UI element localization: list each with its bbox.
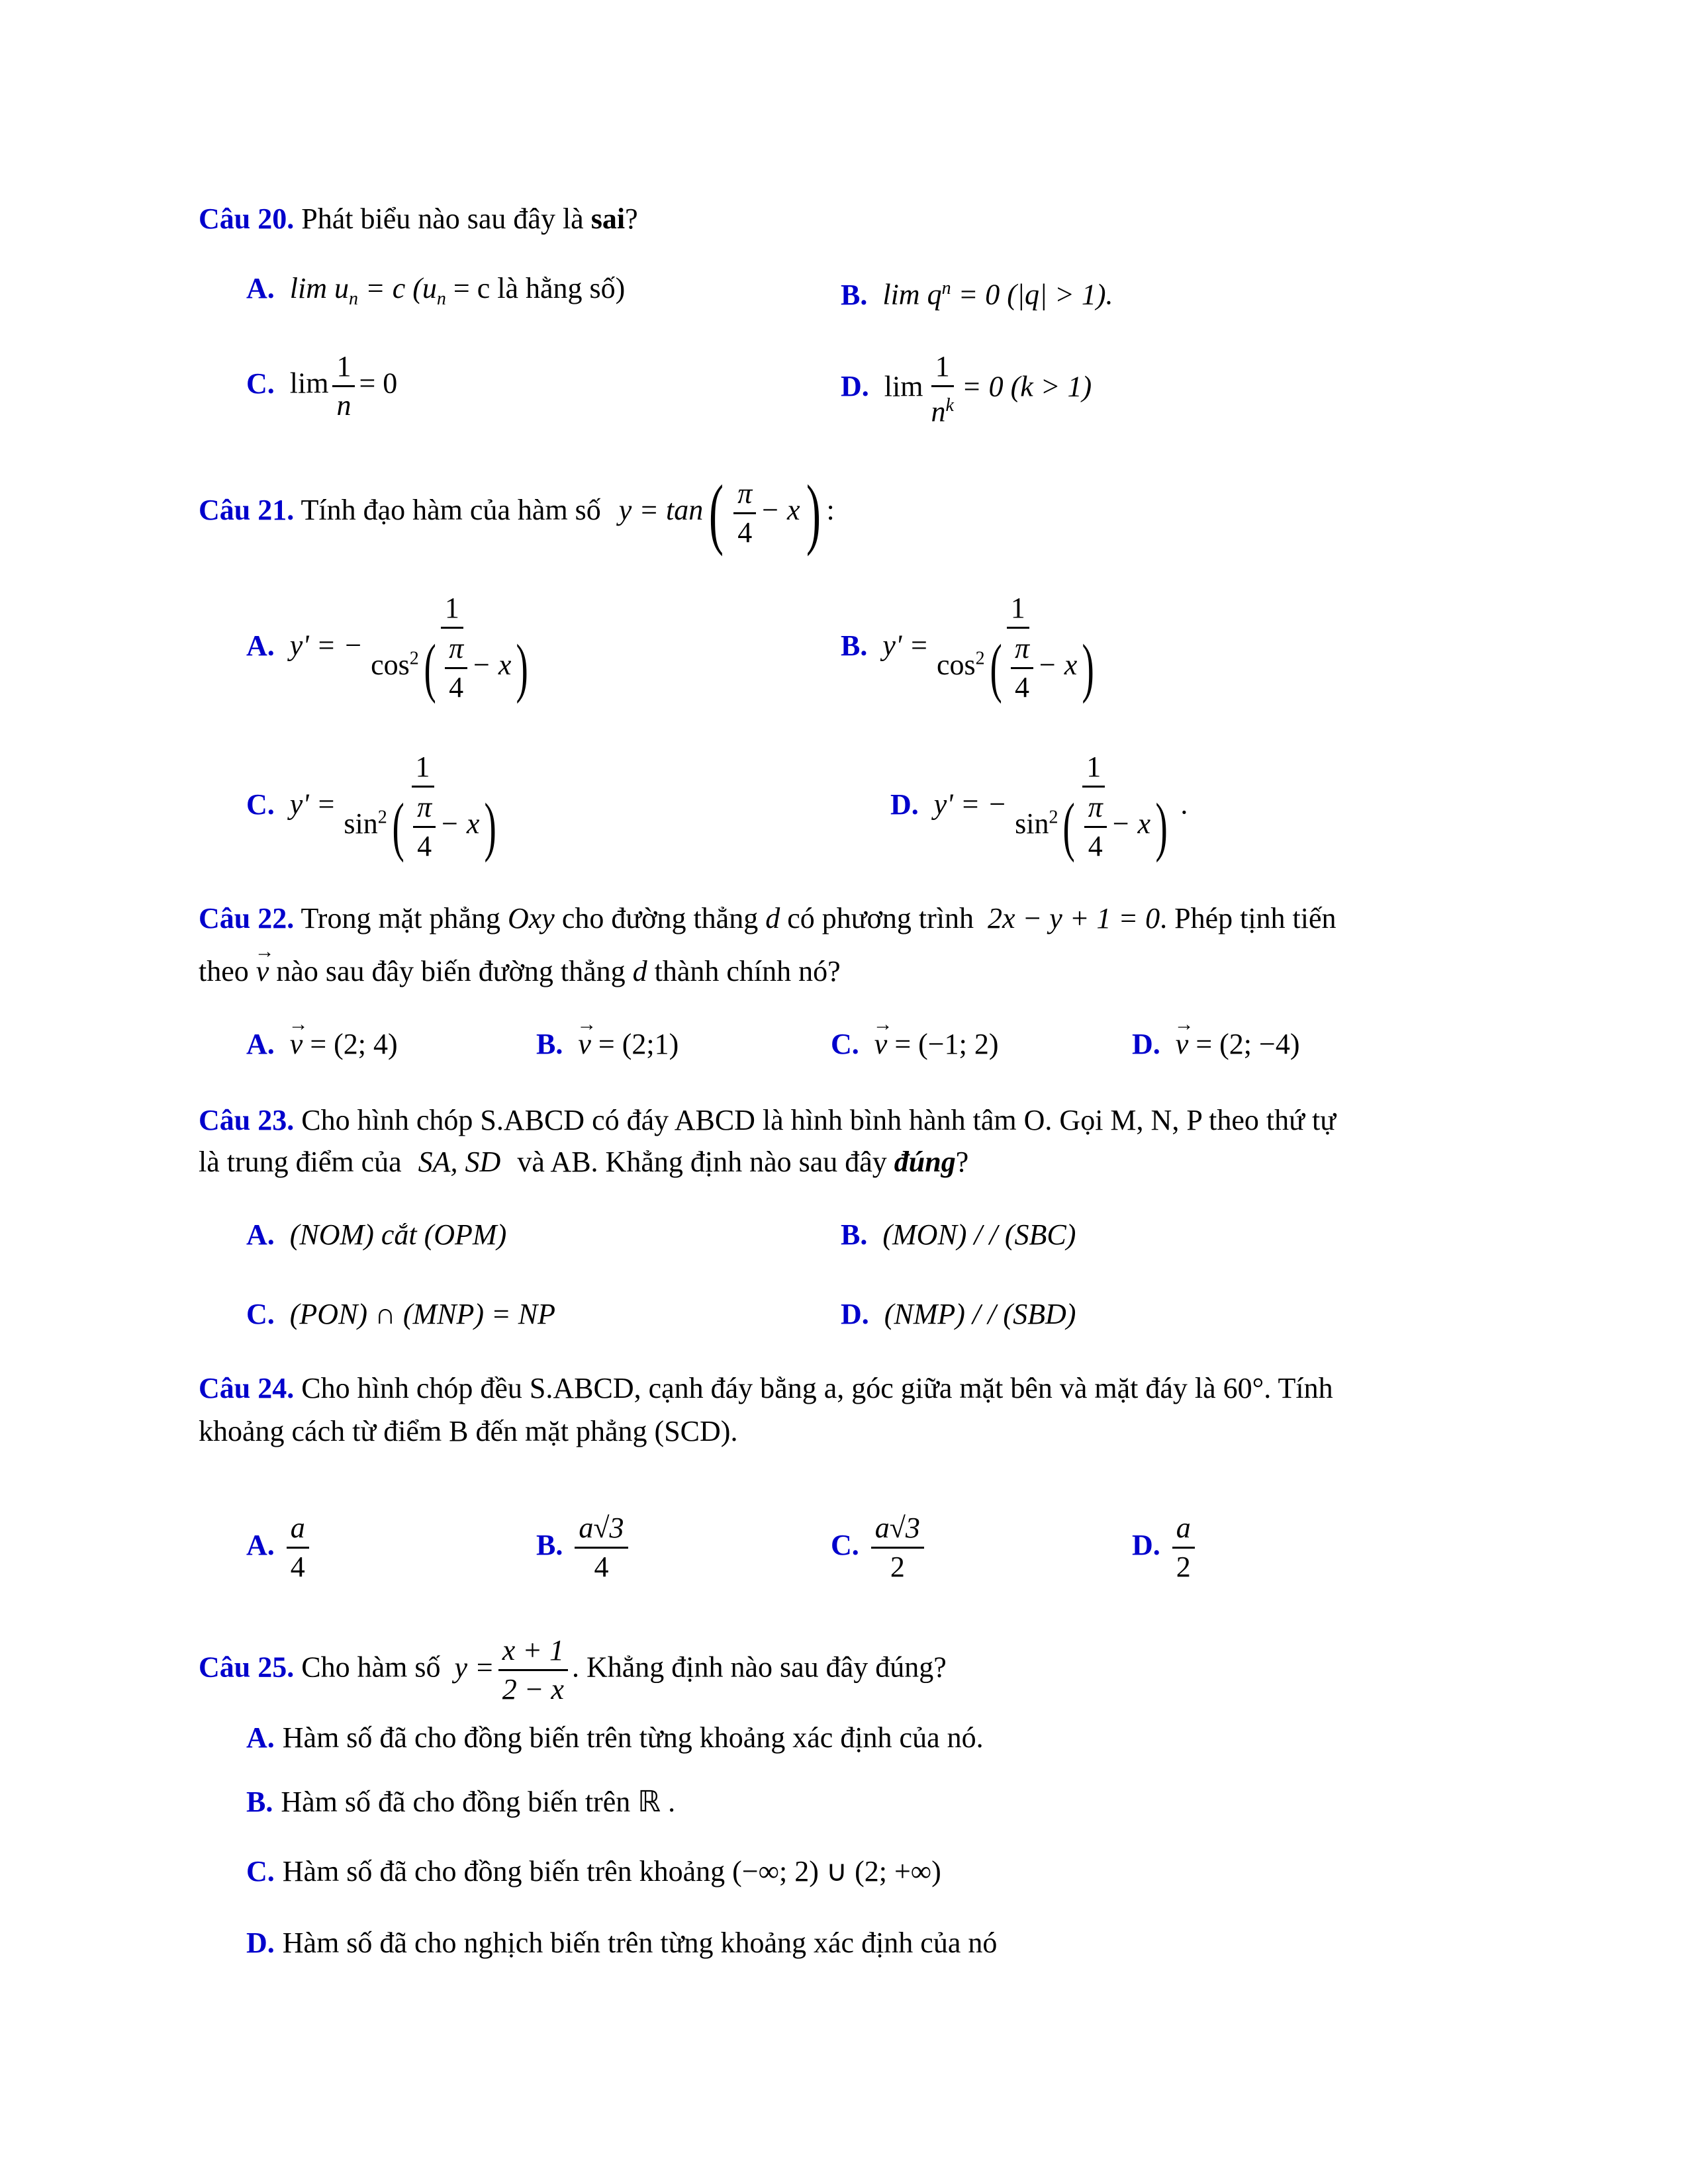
question-emphasis: sai bbox=[590, 203, 626, 235]
fraction bbox=[933, 592, 1103, 704]
vector-v: → v bbox=[578, 1026, 591, 1063]
trig-power: 2 bbox=[409, 648, 419, 669]
question-label: Câu 23. bbox=[199, 1104, 295, 1136]
trig-power: 2 bbox=[975, 648, 985, 669]
question-text: Phát biểu nào sau đây là bbox=[301, 203, 584, 235]
question-label: Câu 21. bbox=[199, 494, 295, 527]
option-22b bbox=[536, 1026, 679, 1063]
option-value: = (2;1) bbox=[598, 1028, 679, 1060]
left-paren: ( bbox=[990, 631, 1002, 704]
fraction bbox=[927, 351, 957, 428]
option-label: D. bbox=[890, 788, 919, 821]
right-paren: ) bbox=[516, 631, 529, 704]
option-21a bbox=[246, 592, 541, 704]
question-lhs: y = bbox=[454, 1651, 494, 1684]
fraction-denominator: 2 bbox=[1176, 1551, 1191, 1583]
option-22d bbox=[1132, 1026, 1299, 1063]
option-25c bbox=[246, 1853, 941, 1890]
option-25d bbox=[246, 1925, 997, 1962]
option-21c bbox=[246, 751, 510, 863]
right-paren: ) bbox=[806, 469, 821, 557]
inner-numerator: π bbox=[413, 792, 436, 828]
fraction-denominator bbox=[367, 629, 538, 704]
option-label: C. bbox=[246, 1855, 275, 1888]
option-20d bbox=[841, 351, 1092, 428]
trig-power: 2 bbox=[1049, 807, 1058, 828]
right-paren: ) bbox=[484, 790, 497, 863]
inner-numerator: π bbox=[1084, 792, 1107, 828]
option-label: A. bbox=[246, 1721, 275, 1754]
option-23c bbox=[246, 1296, 555, 1333]
question-text: là trung điểm của bbox=[199, 1146, 402, 1178]
fraction bbox=[1172, 1512, 1195, 1583]
option-label: A. bbox=[246, 1528, 275, 1561]
fraction-denominator bbox=[1011, 788, 1176, 863]
question-text: . Khẳng định nào sau đây đúng? bbox=[571, 1651, 947, 1684]
option-label: B. bbox=[246, 1786, 273, 1818]
question-line-d: d bbox=[632, 955, 647, 987]
fraction-denominator: 4 bbox=[737, 516, 753, 549]
option-expr-rest: = c (u bbox=[358, 272, 437, 304]
trig-fn: cos bbox=[371, 649, 410, 682]
question-22-line2 bbox=[199, 953, 841, 990]
fraction-numerator: 1 bbox=[1007, 592, 1029, 629]
right-paren: ) bbox=[1155, 790, 1168, 863]
option-label: C. bbox=[246, 1298, 275, 1330]
option-25b bbox=[246, 1784, 675, 1821]
right-paren: ) bbox=[1082, 631, 1095, 704]
option-label: B. bbox=[841, 629, 868, 662]
option-sup: n bbox=[941, 278, 951, 298]
option-value: (NOM) cắt (OPM) bbox=[289, 1218, 507, 1251]
left-paren: ( bbox=[1062, 790, 1076, 863]
option-expr-rest2: = c là hằng số) bbox=[445, 272, 626, 304]
option-label: D. bbox=[246, 1927, 275, 1959]
option-label: C. bbox=[831, 1528, 859, 1561]
option-label: A. bbox=[246, 629, 275, 662]
inner-fraction bbox=[413, 792, 436, 862]
trig-fn: sin bbox=[344, 807, 378, 841]
question-22 bbox=[199, 900, 1336, 937]
option-25a bbox=[246, 1719, 984, 1756]
option-20b bbox=[841, 270, 1113, 314]
option-24b bbox=[536, 1512, 632, 1583]
inner-fraction bbox=[1011, 633, 1033, 704]
question-label: Câu 24. bbox=[199, 1372, 295, 1404]
question-25 bbox=[199, 1635, 947, 1706]
fraction bbox=[733, 478, 756, 549]
question-equation: 2x − y + 1 = 0 bbox=[987, 902, 1160, 934]
question-text: khoảng cách từ điểm B đến mặt phẳng (SCD). bbox=[199, 1415, 738, 1447]
question-oxy: Oxy bbox=[507, 902, 555, 934]
option-value: (MON) / / (SBC) bbox=[882, 1218, 1076, 1251]
option-24d bbox=[1132, 1512, 1199, 1583]
option-label: C. bbox=[246, 788, 275, 821]
option-lhs: y' = − bbox=[933, 788, 1008, 821]
inner-rest: − x bbox=[471, 649, 512, 682]
fraction-numerator: 1 bbox=[1082, 751, 1105, 788]
question-expr: SA, SD bbox=[418, 1146, 501, 1178]
fraction-denominator: 2 bbox=[890, 1551, 905, 1583]
fraction-numerator: 1 bbox=[931, 351, 954, 387]
option-20a bbox=[246, 270, 625, 318]
fraction-den-base: n bbox=[931, 395, 946, 428]
option-23a bbox=[246, 1216, 506, 1253]
trig-fn: cos bbox=[937, 649, 976, 682]
question-text: và AB. Khẳng định nào sau đây bbox=[517, 1146, 887, 1178]
fraction bbox=[340, 751, 505, 863]
option-value: = (2; 4) bbox=[310, 1028, 398, 1060]
inner-denominator: 4 bbox=[449, 670, 464, 704]
fraction-den-sup: k bbox=[945, 395, 954, 416]
question-24-line2 bbox=[199, 1413, 737, 1450]
fraction-denominator bbox=[340, 788, 505, 863]
option-text: Hàm số đã cho đồng biến trên từng khoảng xác định của nó. bbox=[282, 1721, 984, 1754]
question-end: : bbox=[826, 494, 835, 527]
option-expr: lim u bbox=[289, 272, 350, 304]
option-label: D. bbox=[841, 370, 869, 403]
option-expr: lim q bbox=[882, 278, 942, 311]
question-23 bbox=[199, 1102, 1336, 1139]
option-text: Hàm số đã cho đồng biến trên khoảng (−∞; 2) ∪ (2; +∞) bbox=[282, 1855, 941, 1888]
question-text: Cho hình chóp S.ABCD có đáy ABCD là hình bình hành tâm O. Gọi M, N, P theo thứ tự bbox=[301, 1104, 1336, 1136]
inner-denominator: 4 bbox=[1014, 670, 1029, 704]
option-value: = (2; −4) bbox=[1196, 1028, 1300, 1060]
option-23b bbox=[841, 1216, 1076, 1253]
question-24 bbox=[199, 1370, 1333, 1407]
question-text: thành chính nó? bbox=[654, 955, 841, 987]
question-text: Trong mặt phẳng bbox=[301, 902, 500, 934]
option-label: D. bbox=[1132, 1028, 1160, 1060]
fraction bbox=[1011, 751, 1176, 863]
fraction bbox=[367, 592, 538, 704]
option-sub2: n bbox=[436, 288, 446, 309]
option-lhs: y' = − bbox=[289, 629, 363, 662]
question-21 bbox=[199, 469, 835, 557]
option-text: Hàm số đã cho nghịch biến trên từng khoảng xác định của nó bbox=[282, 1927, 998, 1959]
option-label: A. bbox=[246, 1028, 275, 1060]
fraction-denominator: 4 bbox=[290, 1551, 305, 1583]
option-end: . bbox=[1180, 788, 1188, 821]
left-paren: ( bbox=[424, 631, 436, 704]
fraction-denominator bbox=[933, 629, 1103, 704]
left-paren: ( bbox=[709, 469, 724, 557]
question-expr: y = tan bbox=[618, 494, 704, 527]
question-text: Tính đạo hàm của hàm số bbox=[301, 494, 601, 527]
question-23-line2 bbox=[199, 1144, 968, 1181]
fraction bbox=[871, 1512, 924, 1583]
fraction-numerator: a√3 bbox=[871, 1512, 924, 1549]
option-24a bbox=[246, 1512, 313, 1583]
option-label: C. bbox=[831, 1028, 859, 1060]
fraction bbox=[498, 1635, 568, 1706]
option-text: Hàm số đã cho đồng biến trên ℝ . bbox=[281, 1786, 676, 1818]
question-text: có phương trình bbox=[787, 902, 974, 934]
fraction-numerator: 1 bbox=[441, 592, 463, 629]
inner-numerator: π bbox=[445, 633, 467, 669]
fraction-denominator bbox=[927, 387, 957, 428]
option-21b bbox=[841, 592, 1107, 704]
question-text: nào sau đây biến đường thẳng bbox=[276, 955, 626, 987]
left-paren: ( bbox=[392, 790, 404, 863]
fraction bbox=[575, 1512, 628, 1583]
fraction-numerator: π bbox=[733, 478, 756, 514]
option-lim: lim bbox=[289, 367, 329, 400]
question-end: ? bbox=[955, 1146, 969, 1178]
question-text: Cho hàm số bbox=[301, 1651, 441, 1684]
option-label: A. bbox=[246, 1218, 275, 1251]
inner-numerator: π bbox=[1011, 633, 1033, 669]
inner-fraction bbox=[445, 633, 467, 704]
inner-rest: − x bbox=[1110, 807, 1151, 841]
option-label: C. bbox=[246, 367, 275, 400]
option-22a bbox=[246, 1026, 398, 1063]
option-20c bbox=[246, 351, 397, 422]
fraction-denominator: n bbox=[336, 389, 352, 422]
option-21d bbox=[890, 751, 1188, 863]
question-label: Câu 22. bbox=[199, 902, 295, 934]
vector-v: → v bbox=[256, 953, 269, 990]
fraction-denominator: 2 − x bbox=[502, 1673, 564, 1706]
fraction-numerator: a√3 bbox=[575, 1512, 628, 1549]
option-23d bbox=[841, 1296, 1076, 1333]
fraction bbox=[332, 351, 355, 422]
question-text: theo bbox=[199, 955, 249, 987]
question-label: Câu 20. bbox=[199, 203, 295, 235]
option-lim: lim bbox=[884, 370, 923, 403]
option-expr-rest: = 0 (k > 1) bbox=[961, 370, 1092, 403]
question-text: . Phép tịnh tiến bbox=[1160, 902, 1336, 934]
question-20 bbox=[199, 201, 638, 238]
vector-v: → v bbox=[290, 1026, 303, 1063]
vector-v: → v bbox=[874, 1026, 888, 1063]
question-text: cho đường thẳng bbox=[561, 902, 759, 934]
inner-rest: − x bbox=[1037, 649, 1078, 682]
fraction-numerator: 1 bbox=[332, 351, 355, 387]
option-label: A. bbox=[246, 272, 275, 304]
fraction-numerator: x + 1 bbox=[498, 1635, 568, 1671]
inner-denominator: 4 bbox=[417, 829, 432, 862]
fraction-numerator: a bbox=[287, 1512, 309, 1549]
fraction-numerator: 1 bbox=[412, 751, 434, 788]
option-label: B. bbox=[841, 1218, 868, 1251]
inner-denominator: 4 bbox=[1088, 829, 1103, 862]
option-label: D. bbox=[841, 1298, 869, 1330]
trig-power: 2 bbox=[377, 807, 387, 828]
option-expr-rest: = 0 bbox=[359, 367, 398, 400]
option-expr-rest: = 0 (|q| > 1). bbox=[951, 278, 1113, 311]
question-end: ? bbox=[625, 203, 638, 235]
question-label: Câu 25. bbox=[199, 1651, 295, 1684]
vector-v: → v bbox=[1176, 1026, 1189, 1063]
option-24c bbox=[831, 1512, 928, 1583]
option-value: = (−1; 2) bbox=[894, 1028, 999, 1060]
fraction-denominator: 4 bbox=[594, 1551, 609, 1583]
option-label: B. bbox=[841, 278, 868, 311]
fraction-numerator: a bbox=[1172, 1512, 1195, 1549]
question-expr-rest: − x bbox=[760, 494, 800, 527]
option-value: (NMP) / / (SBD) bbox=[884, 1298, 1076, 1330]
option-label: B. bbox=[536, 1528, 563, 1561]
option-label: B. bbox=[536, 1028, 563, 1060]
trig-fn: sin bbox=[1015, 807, 1049, 841]
option-lhs: y' = bbox=[289, 788, 336, 821]
option-sub: n bbox=[349, 288, 359, 309]
question-emphasis: đúng bbox=[894, 1146, 956, 1178]
fraction bbox=[287, 1512, 309, 1583]
question-line-d: d bbox=[765, 902, 780, 934]
option-22c bbox=[831, 1026, 998, 1063]
option-lhs: y' = bbox=[882, 629, 929, 662]
inner-rest: − x bbox=[440, 807, 480, 841]
option-value: (PON) ∩ (MNP) = NP bbox=[289, 1298, 555, 1330]
inner-fraction bbox=[1084, 792, 1107, 862]
question-text: Cho hình chóp đều S.ABCD, cạnh đáy bằng a, góc giữa mặt bên và mặt đáy là 60°. Tính bbox=[301, 1372, 1333, 1404]
option-label: D. bbox=[1132, 1528, 1160, 1561]
